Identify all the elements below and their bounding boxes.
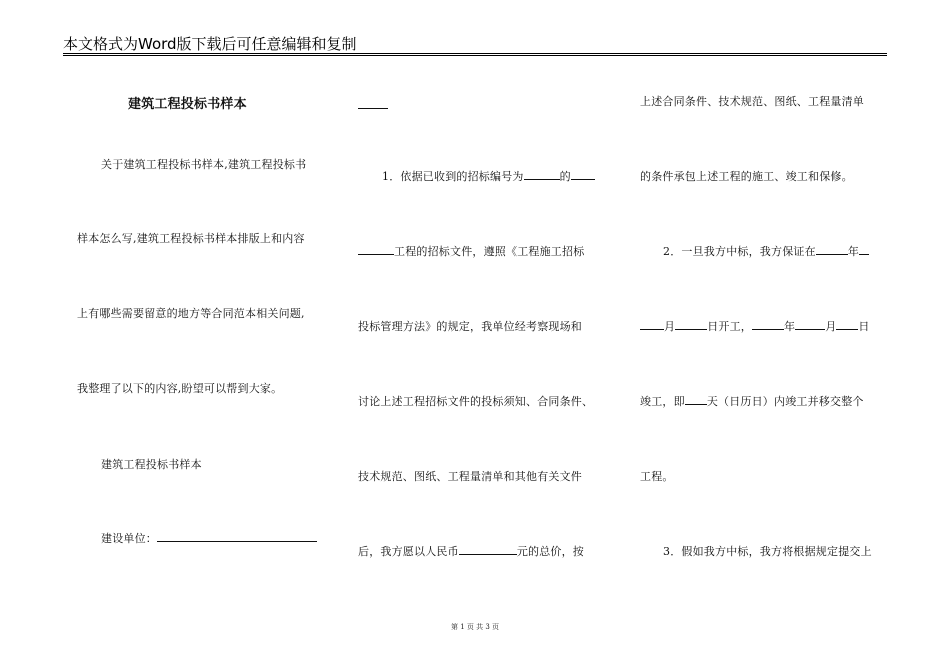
blank-field — [459, 543, 517, 555]
blank-line-continuation — [358, 97, 388, 112]
paragraph-line: 技术规范、图纸、工程量清单和其他有关文件 — [358, 470, 582, 483]
line-text: 年 — [784, 320, 796, 333]
field-label: 建设单位： — [101, 532, 157, 545]
section-heading: 建筑工程投标书样本 — [101, 458, 202, 471]
paragraph-line — [382, 168, 595, 184]
line-text: 元的总价，按 — [516, 545, 585, 558]
paragraph-line: 样本怎么写,建筑工程投标书样本排版上和内容 — [77, 232, 305, 245]
paragraph-line: 上述合同条件、技术规范、图纸、工程量清单 — [640, 95, 864, 108]
blank-field — [640, 318, 664, 330]
form-field-line — [101, 530, 317, 546]
blank-field — [571, 168, 595, 180]
blank-field — [816, 243, 848, 255]
paragraph-line: 的条件承包上述工程的施工、竣工和保修。 — [640, 170, 853, 183]
blank-field — [157, 530, 317, 542]
line-text: 1．依据已收到的招标编号为 — [382, 170, 524, 183]
line-text: 月 — [825, 320, 837, 333]
paragraph-line — [640, 393, 864, 409]
paragraph-line — [358, 543, 584, 559]
line-text: 后，我方愿以人民币 — [358, 545, 459, 558]
line-text: 的 — [559, 170, 571, 183]
blank-field — [795, 318, 825, 330]
paragraph-line: 3．假如我方中标，我方将根据规定提交上 — [663, 545, 872, 558]
blank-field — [752, 318, 784, 330]
blank-field — [524, 168, 560, 180]
document-header: 本文格式为Word版下载后可任意编辑和复制 — [63, 35, 357, 53]
blank-field — [358, 97, 388, 109]
paragraph-line: 讨论上述工程招标文件的投标须知、合同条件、 — [358, 395, 594, 408]
blank-field — [358, 243, 394, 255]
document-title: 建筑工程投标书样本 — [128, 97, 247, 112]
line-text: 工程的招标文件，遵照《工程施工招标 — [394, 245, 585, 258]
paragraph-line: 上有哪些需要留意的地方等合同范本相关问题, — [77, 307, 305, 320]
line-text: 日开工， — [707, 320, 753, 333]
paragraph-line: 关于建筑工程投标书样本,建筑工程投标书 — [101, 158, 307, 171]
blank-field — [675, 318, 707, 330]
paragraph-line: 工程。 — [640, 470, 674, 483]
blank-field — [685, 393, 707, 405]
paragraph-line: 投标管理方法》的规定，我单位经考察现场和 — [358, 320, 582, 333]
line-text: 2．一旦我方中标，我方保证在 — [663, 245, 816, 258]
line-text: 竣工，即 — [640, 395, 685, 408]
paragraph-line: 我整理了以下的内容,盼望可以帮到大家。 — [77, 382, 283, 395]
header-rule — [63, 53, 887, 54]
line-text: 日 — [858, 320, 870, 333]
header-rule-secondary — [63, 55, 887, 56]
blank-field — [836, 318, 858, 330]
blank-field — [859, 243, 869, 255]
paragraph-line — [663, 243, 869, 259]
paragraph-line — [640, 318, 870, 334]
page-number: 第 1 页 共 3 页 — [450, 623, 500, 631]
line-text: 月 — [664, 320, 676, 333]
line-text: 天（日历日）内竣工并移交整个 — [706, 395, 864, 408]
line-text: 年 — [847, 245, 860, 258]
paragraph-line — [358, 243, 584, 259]
